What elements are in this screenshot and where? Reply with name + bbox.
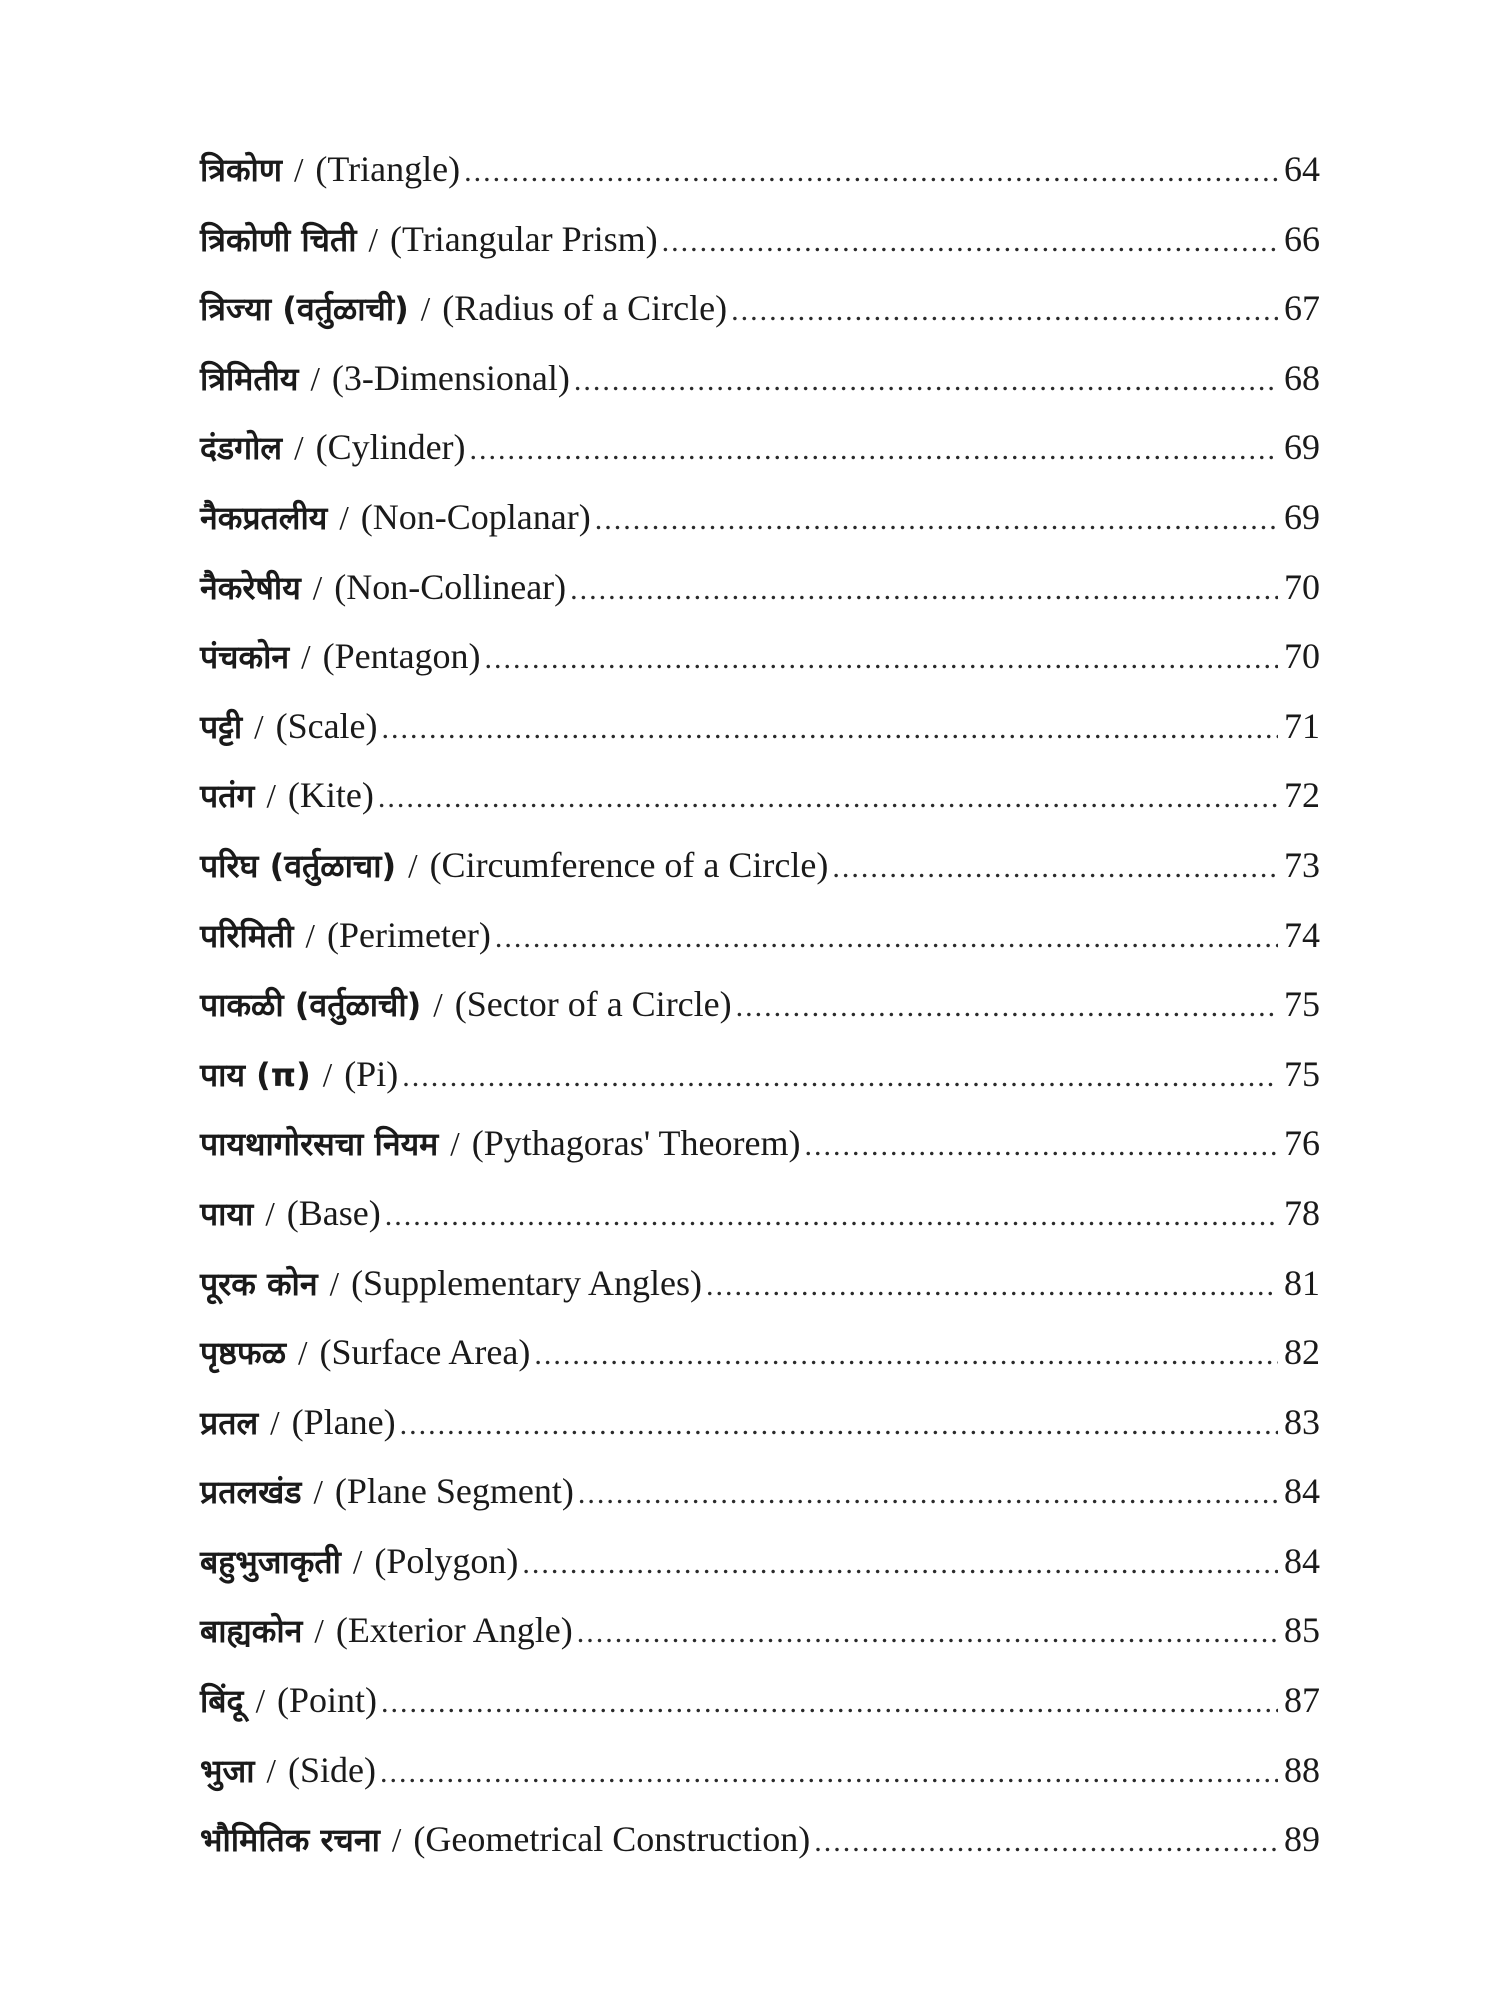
index-entry [200, 1388, 1320, 1458]
dot-leader [400, 1390, 1278, 1460]
english-term: (Non-Collinear) [334, 566, 567, 607]
page-number: 75 [1284, 984, 1320, 1025]
index-entry [200, 135, 1320, 205]
page-number: 72 [1284, 775, 1320, 816]
page-number: 88 [1284, 1749, 1320, 1790]
dot-leader [380, 1738, 1278, 1808]
english-term: (Pythagoras' Theorem) [471, 1123, 801, 1164]
marathi-term: पाय (π) [200, 1055, 311, 1094]
english-term: (Cylinder) [315, 427, 466, 468]
marathi-term: नैकरेषीय [200, 568, 301, 607]
dot-leader [832, 833, 1278, 903]
marathi-term: पट्टी [200, 707, 243, 746]
marathi-term: परिमिती [200, 916, 294, 955]
marathi-term: त्रिकोण [200, 151, 282, 189]
dot-leader [378, 763, 1278, 833]
index-entry [200, 1736, 1320, 1806]
dot-leader [522, 1529, 1278, 1599]
term-separator: / [322, 1056, 333, 1094]
dot-leader [595, 485, 1278, 555]
index-entry [200, 1109, 1320, 1179]
index-entry [200, 692, 1320, 762]
term-separator: / [313, 1474, 323, 1512]
page-number: 69 [1284, 496, 1320, 537]
dot-leader [804, 1111, 1278, 1181]
marathi-term: प्रतलखंड [200, 1473, 302, 1512]
dot-leader [470, 415, 1278, 485]
index-entry [200, 831, 1320, 901]
marathi-term: बिंदू [200, 1682, 244, 1721]
marathi-term: पतंग [200, 777, 255, 816]
marathi-term: त्रिकोणी चिती [200, 220, 357, 259]
dot-leader [485, 624, 1278, 694]
english-term: (Triangle) [315, 149, 461, 189]
term-separator: / [314, 1613, 324, 1651]
dot-leader [731, 276, 1278, 346]
english-term: (Kite) [287, 775, 374, 816]
index-entry [200, 622, 1320, 692]
page-number: 70 [1284, 636, 1320, 677]
dot-leader [577, 1598, 1278, 1668]
page-number: 73 [1284, 844, 1320, 885]
dot-leader [662, 207, 1278, 277]
index-entry [200, 413, 1320, 483]
term-separator: / [294, 430, 304, 468]
page-number: 67 [1284, 288, 1320, 329]
marathi-term: पूरक कोन [200, 1264, 318, 1303]
term-separator: / [408, 847, 418, 885]
index-entry [200, 1596, 1320, 1666]
index-entry [200, 553, 1320, 623]
marathi-term: परिघ (वर्तुळाचा) [200, 846, 397, 885]
english-term: (Circumference of a Circle) [429, 844, 829, 885]
marathi-term: पृष्ठफळ [200, 1334, 287, 1373]
index-entry [200, 1457, 1320, 1527]
term-separator: / [433, 987, 443, 1025]
term-separator: / [391, 1822, 402, 1860]
dot-leader [534, 1320, 1278, 1390]
marathi-term: बहुभुजाकृती [200, 1542, 341, 1581]
english-term: (Radius of a Circle) [442, 288, 728, 329]
marathi-term: पाया [200, 1194, 254, 1233]
page-number: 70 [1284, 566, 1320, 607]
marathi-term: नैकप्रतलीय [200, 498, 328, 537]
term-separator: / [270, 1404, 280, 1442]
dot-leader [402, 1042, 1278, 1112]
english-term: (Perimeter) [326, 914, 491, 955]
term-separator: / [255, 1683, 266, 1721]
english-term: (Non-Coplanar) [360, 496, 591, 537]
index-entry [200, 761, 1320, 831]
english-term: (Base) [286, 1192, 381, 1233]
english-term: (Scale) [275, 705, 378, 746]
dot-leader [385, 1181, 1278, 1251]
term-separator: / [301, 639, 311, 677]
term-separator: / [312, 569, 323, 607]
english-term: (Pi) [344, 1053, 399, 1094]
index-entry [200, 274, 1320, 344]
index-list [200, 135, 1320, 1875]
page-number: 64 [1284, 149, 1320, 189]
english-term: (Plane Segment) [334, 1471, 574, 1512]
page-number: 75 [1284, 1053, 1320, 1094]
page-number: 76 [1284, 1123, 1320, 1164]
dot-leader [574, 346, 1278, 416]
dot-leader [382, 694, 1278, 764]
index-entry [200, 1527, 1320, 1597]
index-entry [200, 205, 1320, 275]
index-entry [200, 1040, 1320, 1110]
english-term: (Supplementary Angles) [351, 1262, 702, 1303]
english-term: (Exterior Angle) [335, 1610, 573, 1651]
page-number: 84 [1284, 1471, 1320, 1512]
term-separator: / [420, 291, 431, 329]
english-term: (Plane) [291, 1401, 396, 1442]
page-number: 87 [1284, 1680, 1320, 1721]
page-number: 84 [1284, 1540, 1320, 1581]
index-entry [200, 970, 1320, 1040]
marathi-term: भौमितिक रचना [200, 1821, 380, 1860]
index-entry [200, 1179, 1320, 1249]
dot-leader [495, 903, 1278, 973]
dot-leader [464, 137, 1278, 207]
marathi-term: प्रतल [200, 1403, 259, 1442]
marathi-term: पायथागोरसचा नियम [200, 1125, 439, 1164]
term-separator: / [310, 360, 320, 398]
term-separator: / [305, 917, 315, 955]
marathi-term: भुजा [200, 1751, 255, 1790]
english-term: (Sector of a Circle) [454, 984, 732, 1025]
dot-leader [706, 1251, 1278, 1321]
term-separator: / [339, 499, 349, 537]
dot-leader [570, 555, 1278, 625]
term-separator: / [254, 708, 264, 746]
page-number: 81 [1284, 1262, 1320, 1303]
page-number: 83 [1284, 1401, 1320, 1442]
english-term: (Point) [277, 1680, 378, 1721]
term-separator: / [293, 152, 304, 189]
marathi-term: त्रिज्या (वर्तुळाची) [200, 290, 409, 329]
term-separator: / [329, 1265, 340, 1303]
index-entry [200, 1805, 1320, 1875]
dot-leader [578, 1459, 1278, 1529]
page-number: 74 [1284, 914, 1320, 955]
page-number: 85 [1284, 1610, 1320, 1651]
english-term: (Pentagon) [322, 636, 481, 677]
index-entry [200, 483, 1320, 553]
page-number: 71 [1284, 705, 1320, 746]
dot-leader [381, 1668, 1278, 1738]
index-entry [200, 1318, 1320, 1388]
term-separator: / [368, 221, 378, 259]
page-number: 82 [1284, 1332, 1320, 1373]
index-entry [200, 1249, 1320, 1319]
page-number: 78 [1284, 1192, 1320, 1233]
index-entry [200, 901, 1320, 971]
marathi-term: त्रिमितीय [200, 359, 299, 398]
index-entry [200, 344, 1320, 414]
english-term: (Triangular Prism) [389, 218, 658, 259]
page-number: 66 [1284, 218, 1320, 259]
page-number: 89 [1284, 1819, 1320, 1860]
page-number: 69 [1284, 427, 1320, 468]
marathi-term: दंडगोल [200, 429, 283, 468]
term-separator: / [352, 1543, 363, 1581]
term-separator: / [266, 778, 276, 816]
english-term: (3-Dimensional) [331, 357, 570, 398]
marathi-term: बाह्यकोन [200, 1612, 303, 1651]
term-separator: / [450, 1126, 460, 1164]
english-term: (Side) [287, 1749, 376, 1790]
english-term: (Surface Area) [319, 1332, 531, 1373]
english-term: (Geometrical Construction) [413, 1819, 811, 1860]
page-number: 68 [1284, 357, 1320, 398]
term-separator: / [265, 1195, 275, 1233]
dot-leader [814, 1807, 1278, 1877]
english-term: (Polygon) [374, 1540, 519, 1581]
marathi-term: पंचकोन [200, 638, 290, 677]
dot-leader [736, 972, 1278, 1042]
marathi-term: पाकळी (वर्तुळाची) [200, 986, 422, 1025]
term-separator: / [266, 1752, 276, 1790]
index-entry [200, 1666, 1320, 1736]
term-separator: / [298, 1335, 308, 1373]
